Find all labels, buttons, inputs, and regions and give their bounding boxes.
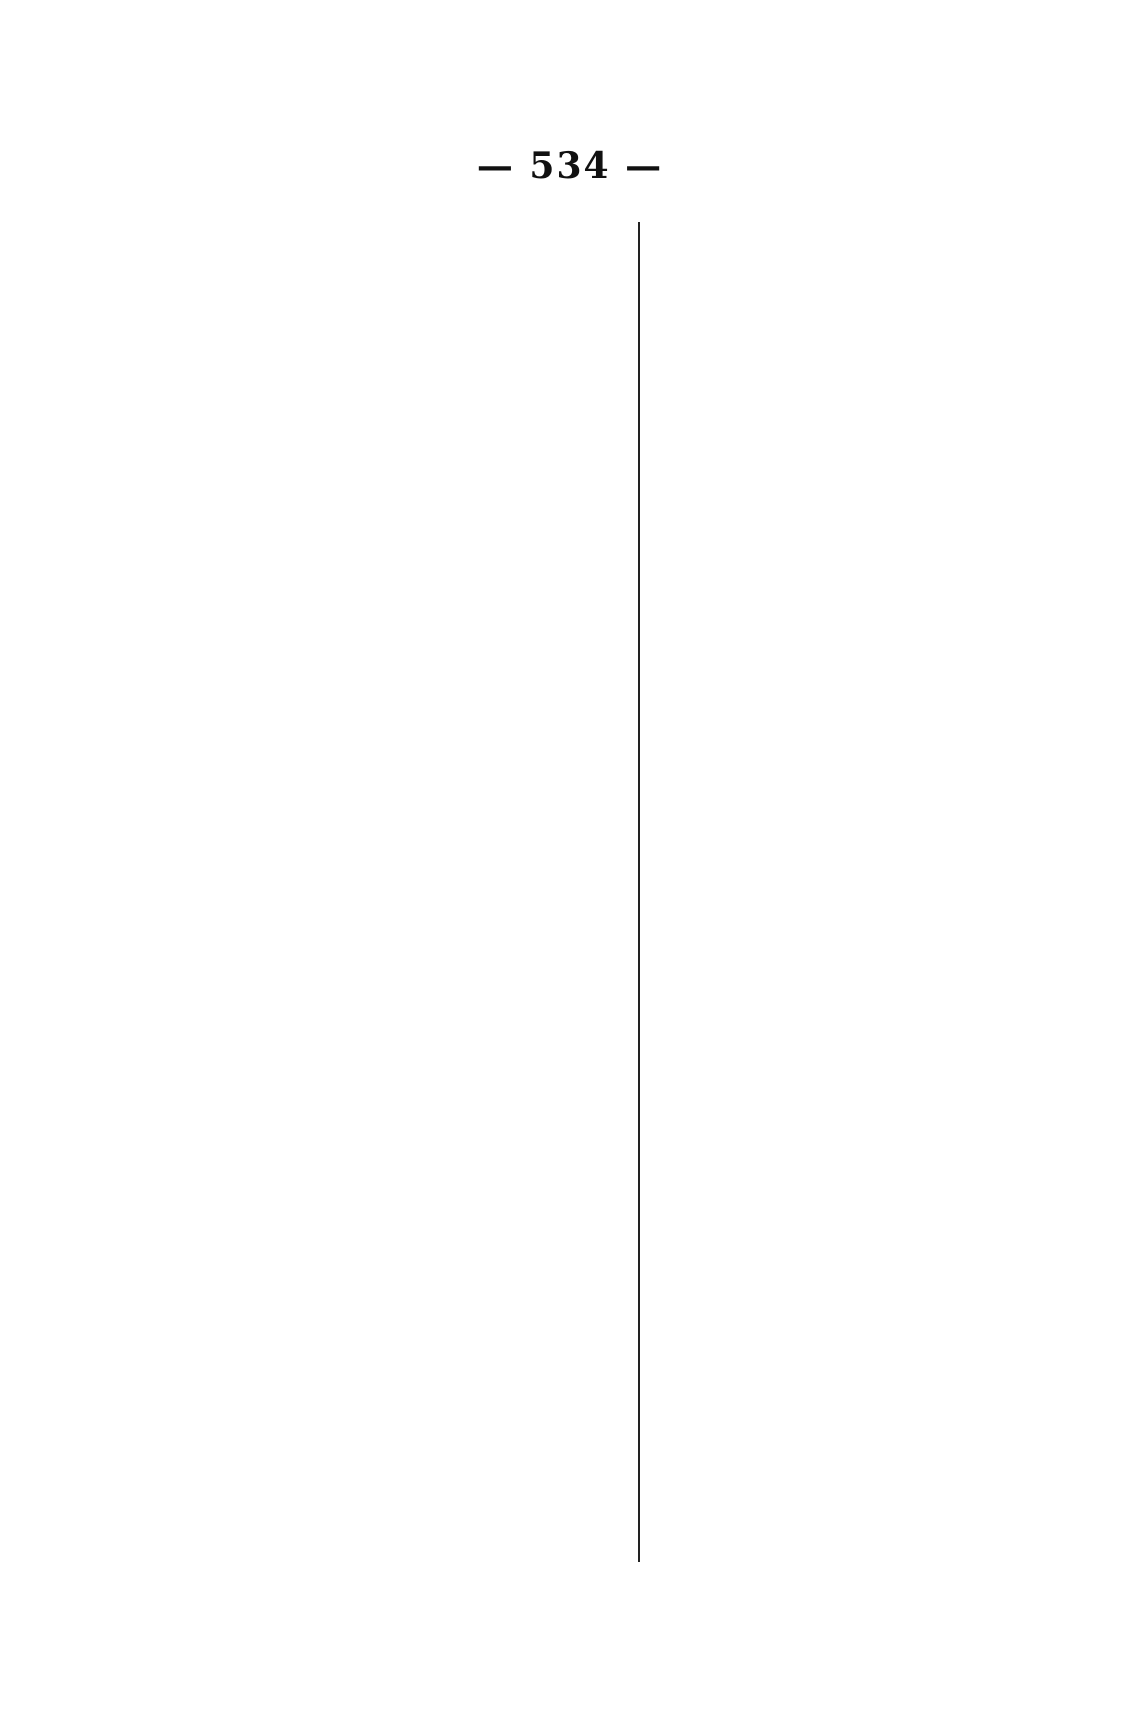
index-entry (652, 462, 1072, 492)
index-entry (652, 252, 1072, 282)
index-entry (220, 552, 620, 582)
index-entry (220, 1272, 620, 1302)
index-entry (220, 1092, 620, 1122)
index-entry (652, 612, 1072, 642)
index-entry (220, 852, 620, 882)
index-entry (652, 1182, 1072, 1212)
index-entry (220, 312, 620, 342)
index-entry (220, 1002, 620, 1032)
index-entry (652, 672, 1072, 702)
index-entry (220, 1212, 620, 1242)
index-entry (220, 222, 620, 252)
index-entry (220, 1242, 620, 1272)
index-entry (220, 672, 620, 702)
index-entry (220, 642, 620, 672)
index-entry (220, 432, 620, 462)
index-entry (220, 522, 620, 552)
index-entry (652, 372, 1072, 402)
index-entry (220, 582, 620, 612)
index-entry (220, 1032, 620, 1062)
index-entry (220, 342, 620, 372)
index-entry (652, 1212, 1072, 1242)
index-entry (652, 792, 1072, 822)
index-entry (652, 222, 1072, 252)
index-entry (652, 522, 1072, 552)
index-entry (220, 282, 620, 312)
index-entry (652, 1092, 1072, 1122)
index-entry (220, 1332, 620, 1362)
index-entry (220, 402, 620, 432)
index-entry (652, 642, 1072, 672)
index-entry (220, 252, 620, 282)
index-entry (652, 1062, 1072, 1092)
index-entry (220, 942, 620, 972)
index-entry (220, 1392, 620, 1422)
index-entry (652, 552, 1072, 582)
index-entry (220, 462, 620, 492)
index-entry (652, 732, 1072, 762)
left-column (220, 222, 620, 1422)
index-entry (652, 1032, 1072, 1062)
index-entry (652, 762, 1072, 792)
index-entry (652, 312, 1072, 342)
index-entry (652, 1122, 1072, 1152)
index-entry (220, 1062, 620, 1092)
right-column (652, 222, 1072, 1302)
page-number: — 534 — (476, 145, 664, 187)
index-entry (652, 942, 1072, 972)
index-entry (220, 492, 620, 522)
index-entry (652, 882, 1072, 912)
index-entry (220, 882, 620, 912)
index-entry (220, 1182, 620, 1212)
index-entry (652, 432, 1072, 462)
index-entry (220, 972, 620, 1002)
index-entry (652, 282, 1072, 312)
index-entry (652, 822, 1072, 852)
index-entry (652, 582, 1072, 612)
index-entry (220, 822, 620, 852)
index-entry (220, 612, 620, 642)
index-entry (220, 792, 620, 822)
index-entry (652, 342, 1072, 372)
index-entry (220, 1362, 620, 1392)
index-entry (220, 912, 620, 942)
index-entry (220, 1122, 620, 1152)
index-entry (652, 852, 1072, 882)
index-entry (652, 1002, 1072, 1032)
index-entry (220, 1152, 620, 1182)
index-entry (652, 1242, 1072, 1272)
index-entry (220, 1302, 620, 1332)
index-entry (220, 732, 620, 762)
index-entry (652, 1272, 1072, 1302)
index-entry (652, 702, 1072, 732)
index-entry (652, 1152, 1072, 1182)
index-entry (652, 912, 1072, 942)
index-entry (220, 762, 620, 792)
index-entry (652, 402, 1072, 432)
index-entry (652, 492, 1072, 522)
index-entry (652, 972, 1072, 1002)
index-entry (220, 372, 620, 402)
column-divider (638, 222, 640, 1562)
index-entry (220, 702, 620, 732)
